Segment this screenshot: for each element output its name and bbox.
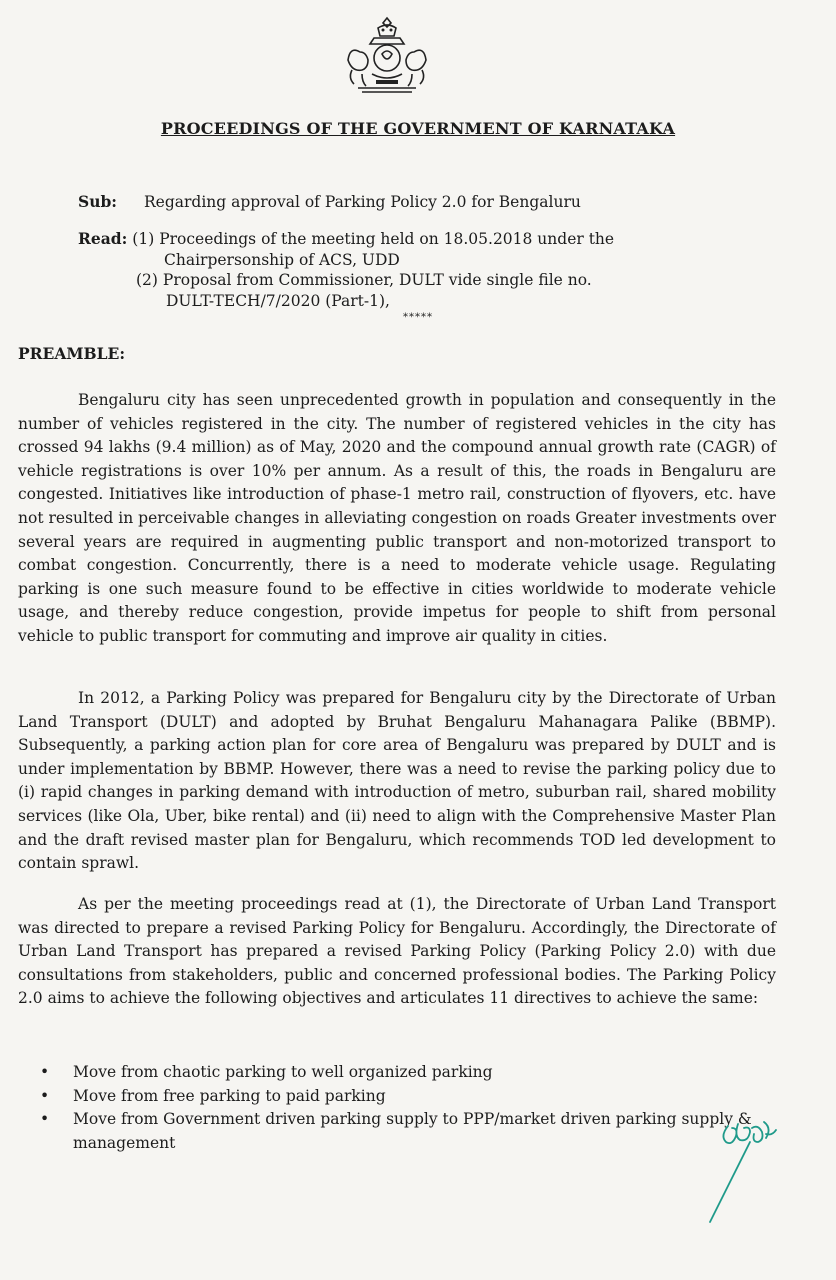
read-label: Read: [78, 229, 128, 248]
preamble-heading: PREAMBLE: [18, 344, 126, 363]
read-item-text: Proposal from Commissioner, DULT vide single file no. [162, 271, 592, 289]
list-item-text: Move from chaotic parking to well organized parking [73, 1063, 493, 1081]
read-item [78, 228, 758, 271]
bullet-icon: • [40, 1110, 50, 1129]
list-item [18, 1108, 758, 1155]
paragraph: As per the meeting proceedings read at (1), the Directorate of Urban Land Transport was directed to prepare a revised Parking Policy for Bengaluru. Accordingly, the Directorate of Urban Land Transport has prepared a revised Parking Policy (Parking Policy 2.0) with due consultations from stakeholders, public and concerned professional bodies. The Parking Policy 2.0 aims to achieve the following objectives and articulates 11 directives to achieve the same: [18, 895, 776, 1008]
bullet-icon: • [40, 1086, 50, 1105]
list-item-text: Move from free parking to paid parking [73, 1086, 386, 1105]
page-title: PROCEEDINGS OF THE GOVERNMENT OF KARNATAKA [160, 119, 676, 138]
read-item-text-continued: DULT-TECH/7/2020 (Part-1), [166, 292, 390, 310]
subject-label: Sub: [78, 192, 118, 211]
list-item [18, 1061, 758, 1085]
state-emblem-icon [338, 14, 436, 98]
list-item-text: Move from Government driven parking supply to PPP/market driven parking supply & management [73, 1110, 752, 1152]
separator-stars: ***** [403, 312, 433, 323]
objectives-list [18, 1061, 758, 1155]
read-item [136, 270, 756, 312]
paragraph: Bengaluru city has seen unprecedented growth in population and consequently in the number of vehicles registered in the city. The number of registered vehicles in the city has crossed 94 lakhs (9.4 million) as of May, 2020 and the compound annual growth rate (CAGR) of vehicle registrations is over 10% per annum. As a result of this, the roads in Bengaluru are congested. Initiatives like introduction of phase-1 metro rail, construction of flyovers, etc. have not resulted in perceivable changes in alleviating congestion on roads Greater investments over several years are required in augmenting public transport and non-motorized transport to combat congestion. Concurrently, there is a need to moderate vehicle usage. Regulating parking is one such measure found to be effective in cities worldwide to moderate vehicle usage, and thereby reduce congestion, provide impetus for people to shift from personal vehicle to public transport for commuting and improve air quality in cities. [18, 391, 776, 645]
read-item-number: (1) [132, 230, 155, 248]
signature-icon [700, 1112, 790, 1230]
read-item-text: Proceedings of the meeting held on 18.05.2018 under the [159, 230, 615, 248]
read-item-number: (2) [136, 271, 158, 289]
paragraph: In 2012, a Parking Policy was prepared for Bengaluru city by the Directorate of Urban Land Transport (DULT) and adopted by Bruhat Bengaluru Mahanagara Palike (BBMP). Subsequently, a parking action plan for core area of Bengaluru was prepared by DULT and is under implementation by BBMP. However, there was a need to revise the parking policy due to (i) rapid changes in parking demand with introduction of metro, suburban rail, shared mobility services (like Ola, Uber, bike rental) and (ii) need to align with the Comprehensive Master Plan and the draft revised master plan for Bengaluru, which recommends TOD led development to contain sprawl. [18, 689, 776, 873]
bullet-icon: • [40, 1063, 50, 1081]
subject-text: Regarding approval of Parking Policy 2.0 for Bengaluru [144, 193, 581, 211]
list-item [18, 1085, 758, 1109]
subject-line [78, 192, 581, 211]
read-item-text-continued: Chairpersonship of ACS, UDD [164, 251, 400, 269]
